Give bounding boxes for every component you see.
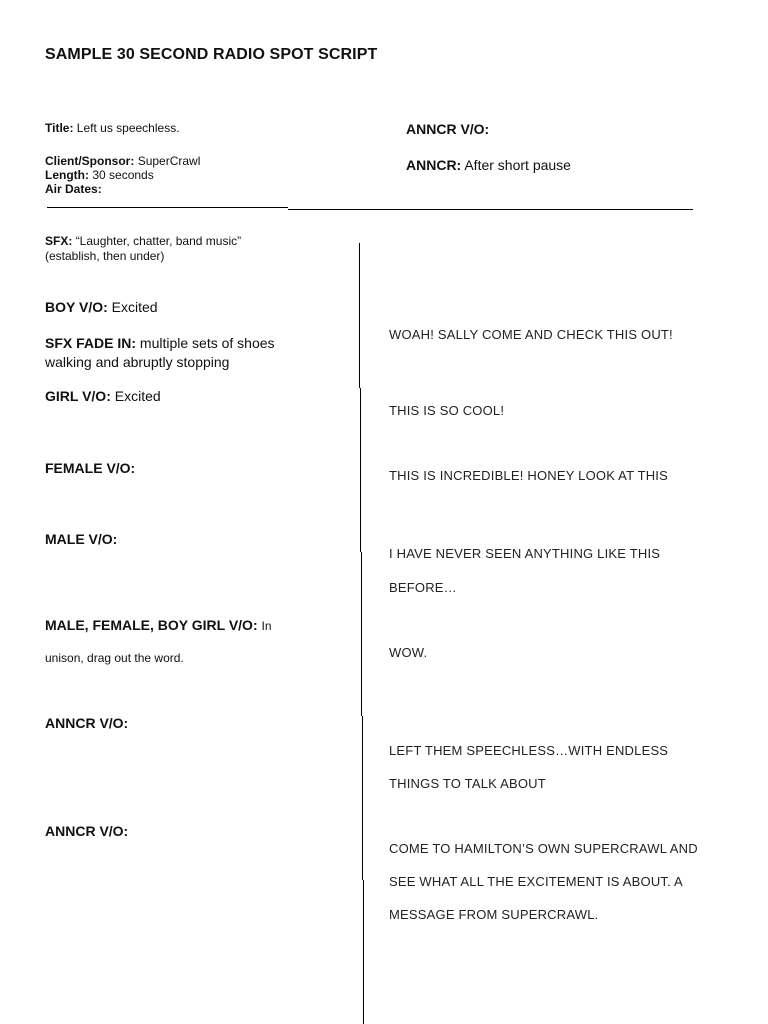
header-anncr (406, 157, 571, 173)
header-divider-right (288, 209, 693, 210)
dialogue-line: THIS IS SO COOL! (389, 403, 505, 418)
cue-direction: multiple sets of shoes (139, 335, 275, 351)
header-anncr-label: ANNCR: (406, 157, 462, 173)
header-anncr-vo (406, 121, 489, 137)
title-label: Title: (45, 121, 74, 135)
dialogue-line: WOW. (389, 645, 428, 660)
column-divider (361, 552, 362, 716)
cue-direction-continued: unison, drag out the word. (45, 651, 184, 665)
cue-anncr-vo-2 (45, 822, 128, 841)
cue-anncr-vo (45, 714, 128, 733)
cue-label: SFX FADE IN: (45, 335, 137, 351)
cue-direction: Excited (111, 299, 158, 315)
header-anncr-value: After short pause (464, 157, 571, 173)
document-title: SAMPLE 30 SECOND RADIO SPOT SCRIPT (45, 46, 378, 63)
cue-label: MALE V/O: (45, 531, 118, 547)
dialogue-line: BEFORE… (389, 580, 457, 595)
sfx-label: SFX: (45, 234, 73, 248)
cue-sfx-fade-in (45, 334, 275, 353)
cue-label: ANNCR V/O: (45, 823, 129, 839)
dialogue-line: I HAVE NEVER SEEN ANYTHING LIKE THIS (389, 546, 661, 561)
cue-label: ANNCR V/O: (45, 715, 129, 731)
air-dates-field (45, 182, 102, 196)
cue-boy-vo (45, 298, 158, 317)
client-value: SuperCrawl (137, 154, 201, 168)
cue-unison-vo (45, 616, 272, 636)
dialogue-line: SEE WHAT ALL THE EXCITEMENT IS ABOUT. A (389, 874, 683, 889)
cue-label: GIRL V/O: (45, 388, 111, 404)
cue-label: MALE, FEMALE, BOY GIRL V/O: (45, 617, 258, 633)
cue-male-vo (45, 530, 117, 549)
sfx-value: “Laughter, chatter, band music” (75, 234, 242, 248)
column-divider (363, 880, 364, 1024)
dialogue-line: WOAH! SALLY COME AND CHECK THIS OUT! (389, 327, 673, 342)
length-field (45, 168, 154, 182)
column-divider (362, 716, 363, 880)
dialogue-line: COME TO HAMILTON’S OWN SUPERCRAWL AND (389, 841, 698, 856)
sfx-note: (establish, then under) (45, 249, 165, 263)
dialogue-line: THIS IS INCREDIBLE! HONEY LOOK AT THIS (389, 468, 668, 483)
length-label: Length: (45, 168, 89, 182)
length-value: 30 seconds (92, 168, 154, 182)
header-divider-left (47, 207, 288, 208)
title-field (45, 121, 180, 135)
cue-direction: In (261, 619, 272, 633)
cue-direction: Excited (114, 388, 161, 404)
dialogue-line: THINGS TO TALK ABOUT (389, 776, 546, 791)
client-label: Client/Sponsor: (45, 154, 135, 168)
air-dates-label: Air Dates: (45, 182, 102, 196)
dialogue-line: MESSAGE FROM SUPERCRAWL. (389, 907, 599, 922)
client-field (45, 154, 200, 168)
header-anncr-vo-label: ANNCR V/O: (406, 121, 490, 137)
column-divider (359, 243, 360, 388)
dialogue-line: LEFT THEM SPEECHLESS…WITH ENDLESS (389, 743, 669, 758)
cue-label: FEMALE V/O: (45, 460, 136, 476)
cue-label: BOY V/O: (45, 299, 108, 315)
cue-female-vo (45, 459, 135, 478)
sfx-cue (45, 234, 241, 248)
column-divider (360, 388, 361, 552)
cue-girl-vo (45, 387, 161, 406)
cue-direction-continued: walking and abruptly stopping (45, 354, 230, 370)
title-value: Left us speechless. (76, 121, 180, 135)
